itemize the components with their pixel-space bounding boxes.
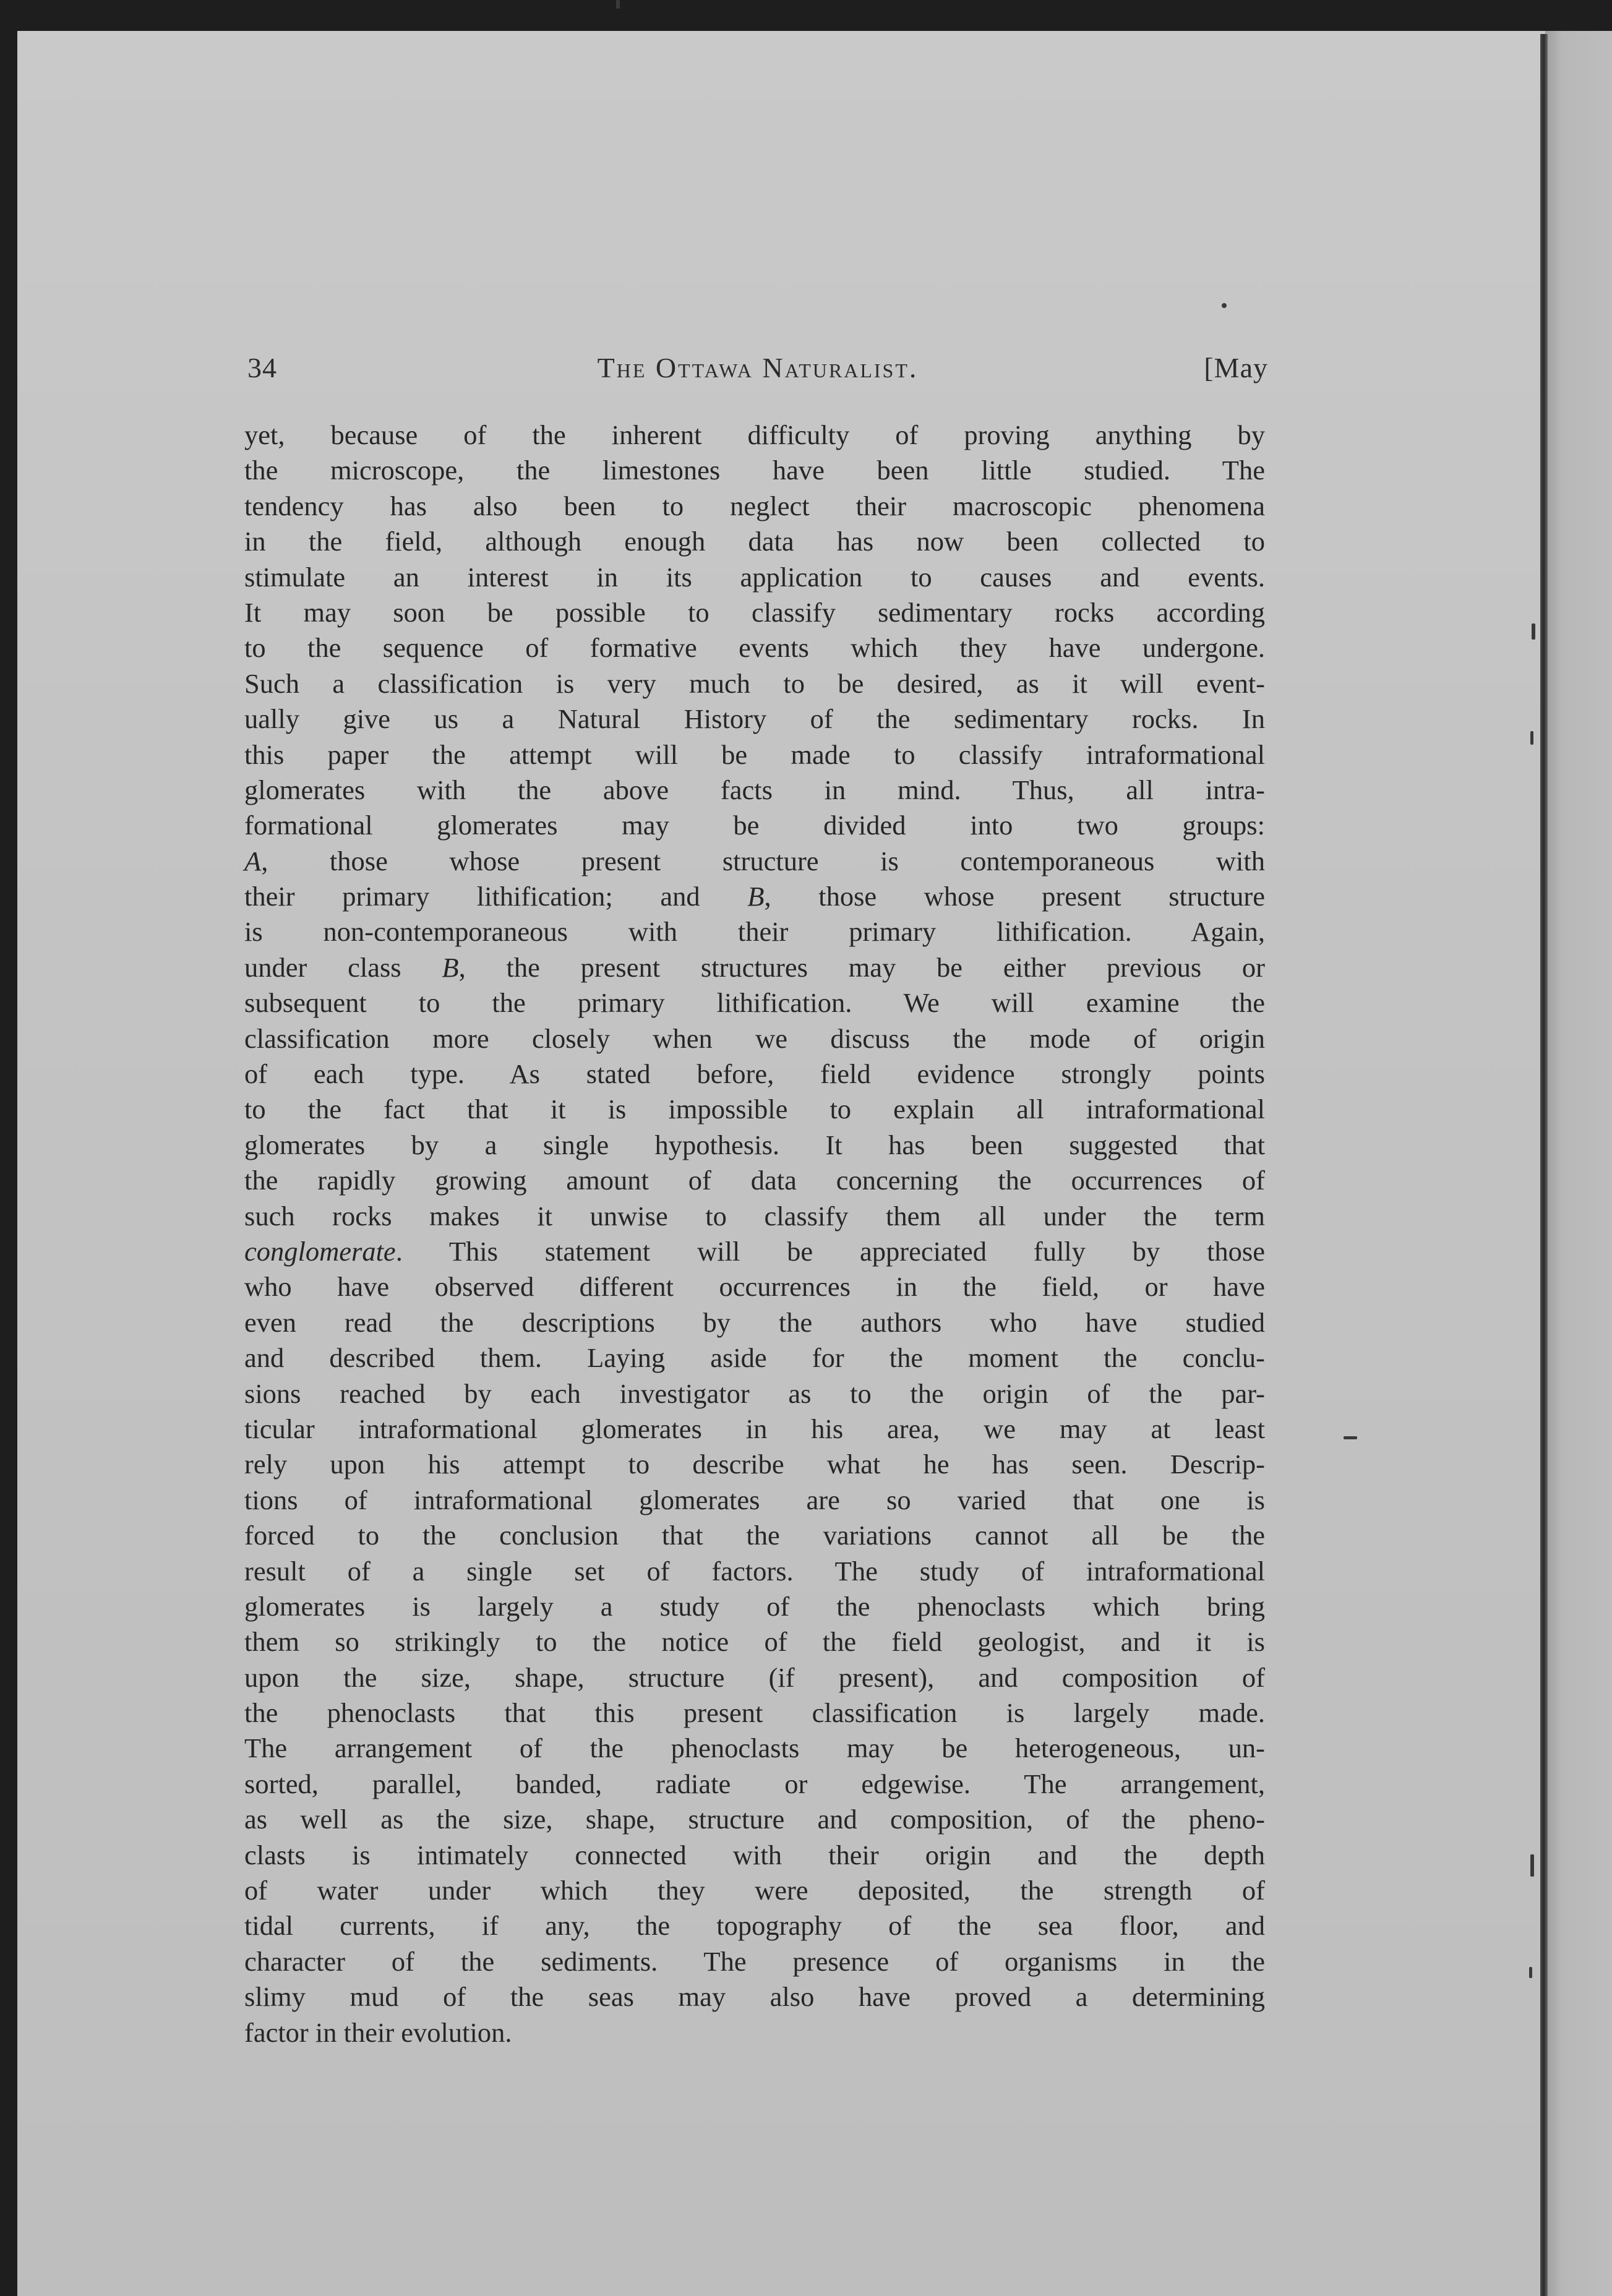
text-segment: who have observed different occurrences in the field, or have bbox=[244, 1271, 1265, 1303]
text-segment: factor in their evolution. bbox=[244, 2016, 512, 2048]
text-line bbox=[244, 1376, 1265, 1411]
text-line bbox=[244, 1234, 1265, 1269]
dust-speck bbox=[1530, 731, 1533, 745]
text-segment: formational glomerates may be divided into two groups: bbox=[244, 810, 1265, 841]
text-line bbox=[244, 773, 1265, 808]
text-segment: under class bbox=[244, 951, 442, 983]
running-title: The Ottawa Naturalist. bbox=[597, 352, 919, 383]
text-line bbox=[244, 844, 1265, 879]
text-line bbox=[244, 1695, 1265, 1731]
text-line bbox=[244, 666, 1265, 701]
text-line bbox=[244, 1411, 1265, 1447]
text-line bbox=[244, 1021, 1265, 1056]
text-segment: upon the size, shape, structure (if present), and composition of bbox=[244, 1661, 1265, 1693]
text-line bbox=[244, 1447, 1265, 1482]
text-segment: glomerates with the above facts in mind. Thus, all intra- bbox=[244, 774, 1265, 805]
italic-term: conglomerate bbox=[244, 1235, 396, 1267]
text-segment: sorted, parallel, banded, radiate or edgewise. The arrangement, bbox=[244, 1768, 1265, 1799]
text-segment: glomerates is largely a study of the phenoclasts which bring bbox=[244, 1590, 1265, 1622]
text-line bbox=[244, 560, 1265, 595]
text-line bbox=[244, 453, 1265, 488]
dust-speck bbox=[1532, 623, 1535, 640]
text-line bbox=[244, 914, 1265, 949]
text-segment: , those whose present structure bbox=[764, 881, 1265, 912]
dust-speck bbox=[616, 0, 620, 9]
text-segment: of each type. As stated before, field evidence strongly points bbox=[244, 1058, 1265, 1090]
dust-speck bbox=[1529, 1967, 1532, 1978]
text-line bbox=[244, 1554, 1265, 1589]
text-line bbox=[244, 1518, 1265, 1553]
text-segment: and described them. Laying aside for the moment the conclu- bbox=[244, 1342, 1265, 1374]
text-line bbox=[244, 701, 1265, 737]
text-line bbox=[244, 1944, 1265, 1979]
text-line bbox=[244, 1624, 1265, 1660]
text-line bbox=[244, 1838, 1265, 1873]
text-segment: in the field, although enough data has now been collected to bbox=[244, 526, 1265, 557]
text-segment: tions of intraformational glomerates are so varied that one is bbox=[244, 1484, 1265, 1515]
text-segment: subsequent to the primary lithification. We will examine the bbox=[244, 987, 1265, 1019]
text-line bbox=[244, 595, 1265, 630]
dust-speck bbox=[1530, 1854, 1534, 1877]
text-line bbox=[244, 1802, 1265, 1837]
text-segment: . This statement will be appreciated fully by those bbox=[395, 1235, 1265, 1267]
text-segment: them so strikingly to the notice of the field geologist, and it is bbox=[244, 1626, 1265, 1658]
text-segment: ually give us a Natural History of the sedimentary rocks. In bbox=[244, 703, 1265, 735]
text-line bbox=[244, 1767, 1265, 1802]
text-line bbox=[244, 1731, 1265, 1766]
text-segment: sions reached by each investigator as to the origin of the par- bbox=[244, 1377, 1265, 1409]
text-line bbox=[244, 1660, 1265, 1695]
dust-speck bbox=[1222, 303, 1227, 308]
page-header bbox=[247, 351, 1268, 401]
text-segment: tidal currents, if any, the topography of the sea floor, and bbox=[244, 1910, 1265, 1942]
text-line bbox=[244, 1199, 1265, 1234]
text-segment: such rocks makes it unwise to classify them all under the term bbox=[244, 1200, 1265, 1232]
text-segment: is non-contemporaneous with their primary lithification. Again, bbox=[244, 916, 1265, 948]
text-line bbox=[244, 737, 1265, 773]
text-segment: their primary lithification; and bbox=[244, 881, 748, 912]
adjacent-page-edge bbox=[1545, 31, 1612, 2296]
italic-term: B bbox=[442, 951, 459, 983]
text-segment: rely upon his attempt to describe what he has seen. Descrip- bbox=[244, 1449, 1265, 1480]
text-segment: slimy mud of the seas may also have proved a determining bbox=[244, 1981, 1265, 2013]
italic-term: B bbox=[747, 881, 765, 912]
text-line bbox=[244, 630, 1265, 666]
text-segment: stimulate an interest in its application to causes and events. bbox=[244, 561, 1265, 593]
text-segment: to the fact that it is impossible to explain all intraformational bbox=[244, 1094, 1265, 1125]
text-line bbox=[244, 524, 1265, 559]
italic-term: A bbox=[244, 845, 262, 876]
text-segment: forced to the conclusion that the variations cannot all be the bbox=[244, 1520, 1265, 1551]
text-segment: It may soon be possible to classify sedimentary rocks according bbox=[244, 596, 1265, 628]
text-segment: even read the descriptions by the authors who have studied bbox=[244, 1306, 1265, 1338]
text-line bbox=[244, 1056, 1265, 1092]
text-line bbox=[244, 1873, 1265, 1908]
dust-speck bbox=[1344, 1436, 1357, 1439]
page-number: 34 bbox=[247, 352, 277, 383]
text-line bbox=[244, 879, 1265, 914]
body-paragraph bbox=[244, 418, 1265, 2050]
text-segment: Such a classification is very much to be desired, as it will event- bbox=[244, 667, 1265, 699]
text-segment: , the present structures may be either previous or bbox=[458, 951, 1265, 983]
text-line bbox=[244, 2015, 1265, 2050]
text-line bbox=[244, 1979, 1265, 2015]
text-segment: , those whose present structure is contemporaneous with bbox=[261, 845, 1265, 876]
text-segment: tendency has also been to neglect their macroscopic phenomena bbox=[244, 490, 1265, 521]
text-line bbox=[244, 1340, 1265, 1376]
text-segment: result of a single set of factors. The study of intraformational bbox=[244, 1555, 1265, 1587]
text-segment: the microscope, the limestones have been little studied. The bbox=[244, 455, 1265, 486]
text-segment: clasts is intimately connected with their origin and the depth bbox=[244, 1839, 1265, 1870]
text-segment: the rapidly growing amount of data concerning the occurrences of bbox=[244, 1165, 1265, 1196]
text-segment: classification more closely when we discuss the mode of origin bbox=[244, 1022, 1265, 1054]
text-line bbox=[244, 418, 1265, 453]
text-line bbox=[244, 1305, 1265, 1340]
text-segment: yet, because of the inherent difficulty of proving anything by bbox=[244, 419, 1265, 450]
binding-gutter bbox=[1540, 34, 1548, 2296]
text-line bbox=[244, 808, 1265, 843]
text-line bbox=[244, 1128, 1265, 1163]
text-line bbox=[244, 1908, 1265, 1943]
text-segment: the phenoclasts that this present classification is largely made. bbox=[244, 1697, 1265, 1729]
text-segment: this paper the attempt will be made to classify intraformational bbox=[244, 739, 1265, 770]
text-line bbox=[244, 489, 1265, 524]
text-line bbox=[244, 1269, 1265, 1304]
text-segment: character of the sediments. The presence of organisms in the bbox=[244, 1945, 1265, 1977]
text-segment: as well as the size, shape, structure and composition, of the pheno- bbox=[244, 1804, 1265, 1835]
text-segment: ticular intraformational glomerates in his area, we may at least bbox=[244, 1413, 1265, 1444]
text-line bbox=[244, 950, 1265, 985]
text-line bbox=[244, 1589, 1265, 1624]
issue-month: [May bbox=[1204, 352, 1268, 383]
text-segment: glomerates by a single hypothesis. It has been suggested that bbox=[244, 1129, 1265, 1160]
text-segment: of water under which they were deposited, the strength of bbox=[244, 1875, 1265, 1906]
text-line bbox=[244, 1092, 1265, 1127]
text-line bbox=[244, 985, 1265, 1021]
text-segment: to the sequence of formative events which they have undergone. bbox=[244, 632, 1265, 664]
text-line bbox=[244, 1163, 1265, 1198]
text-segment: The arrangement of the phenoclasts may be heterogeneous, un- bbox=[244, 1733, 1265, 1764]
text-line bbox=[244, 1483, 1265, 1518]
